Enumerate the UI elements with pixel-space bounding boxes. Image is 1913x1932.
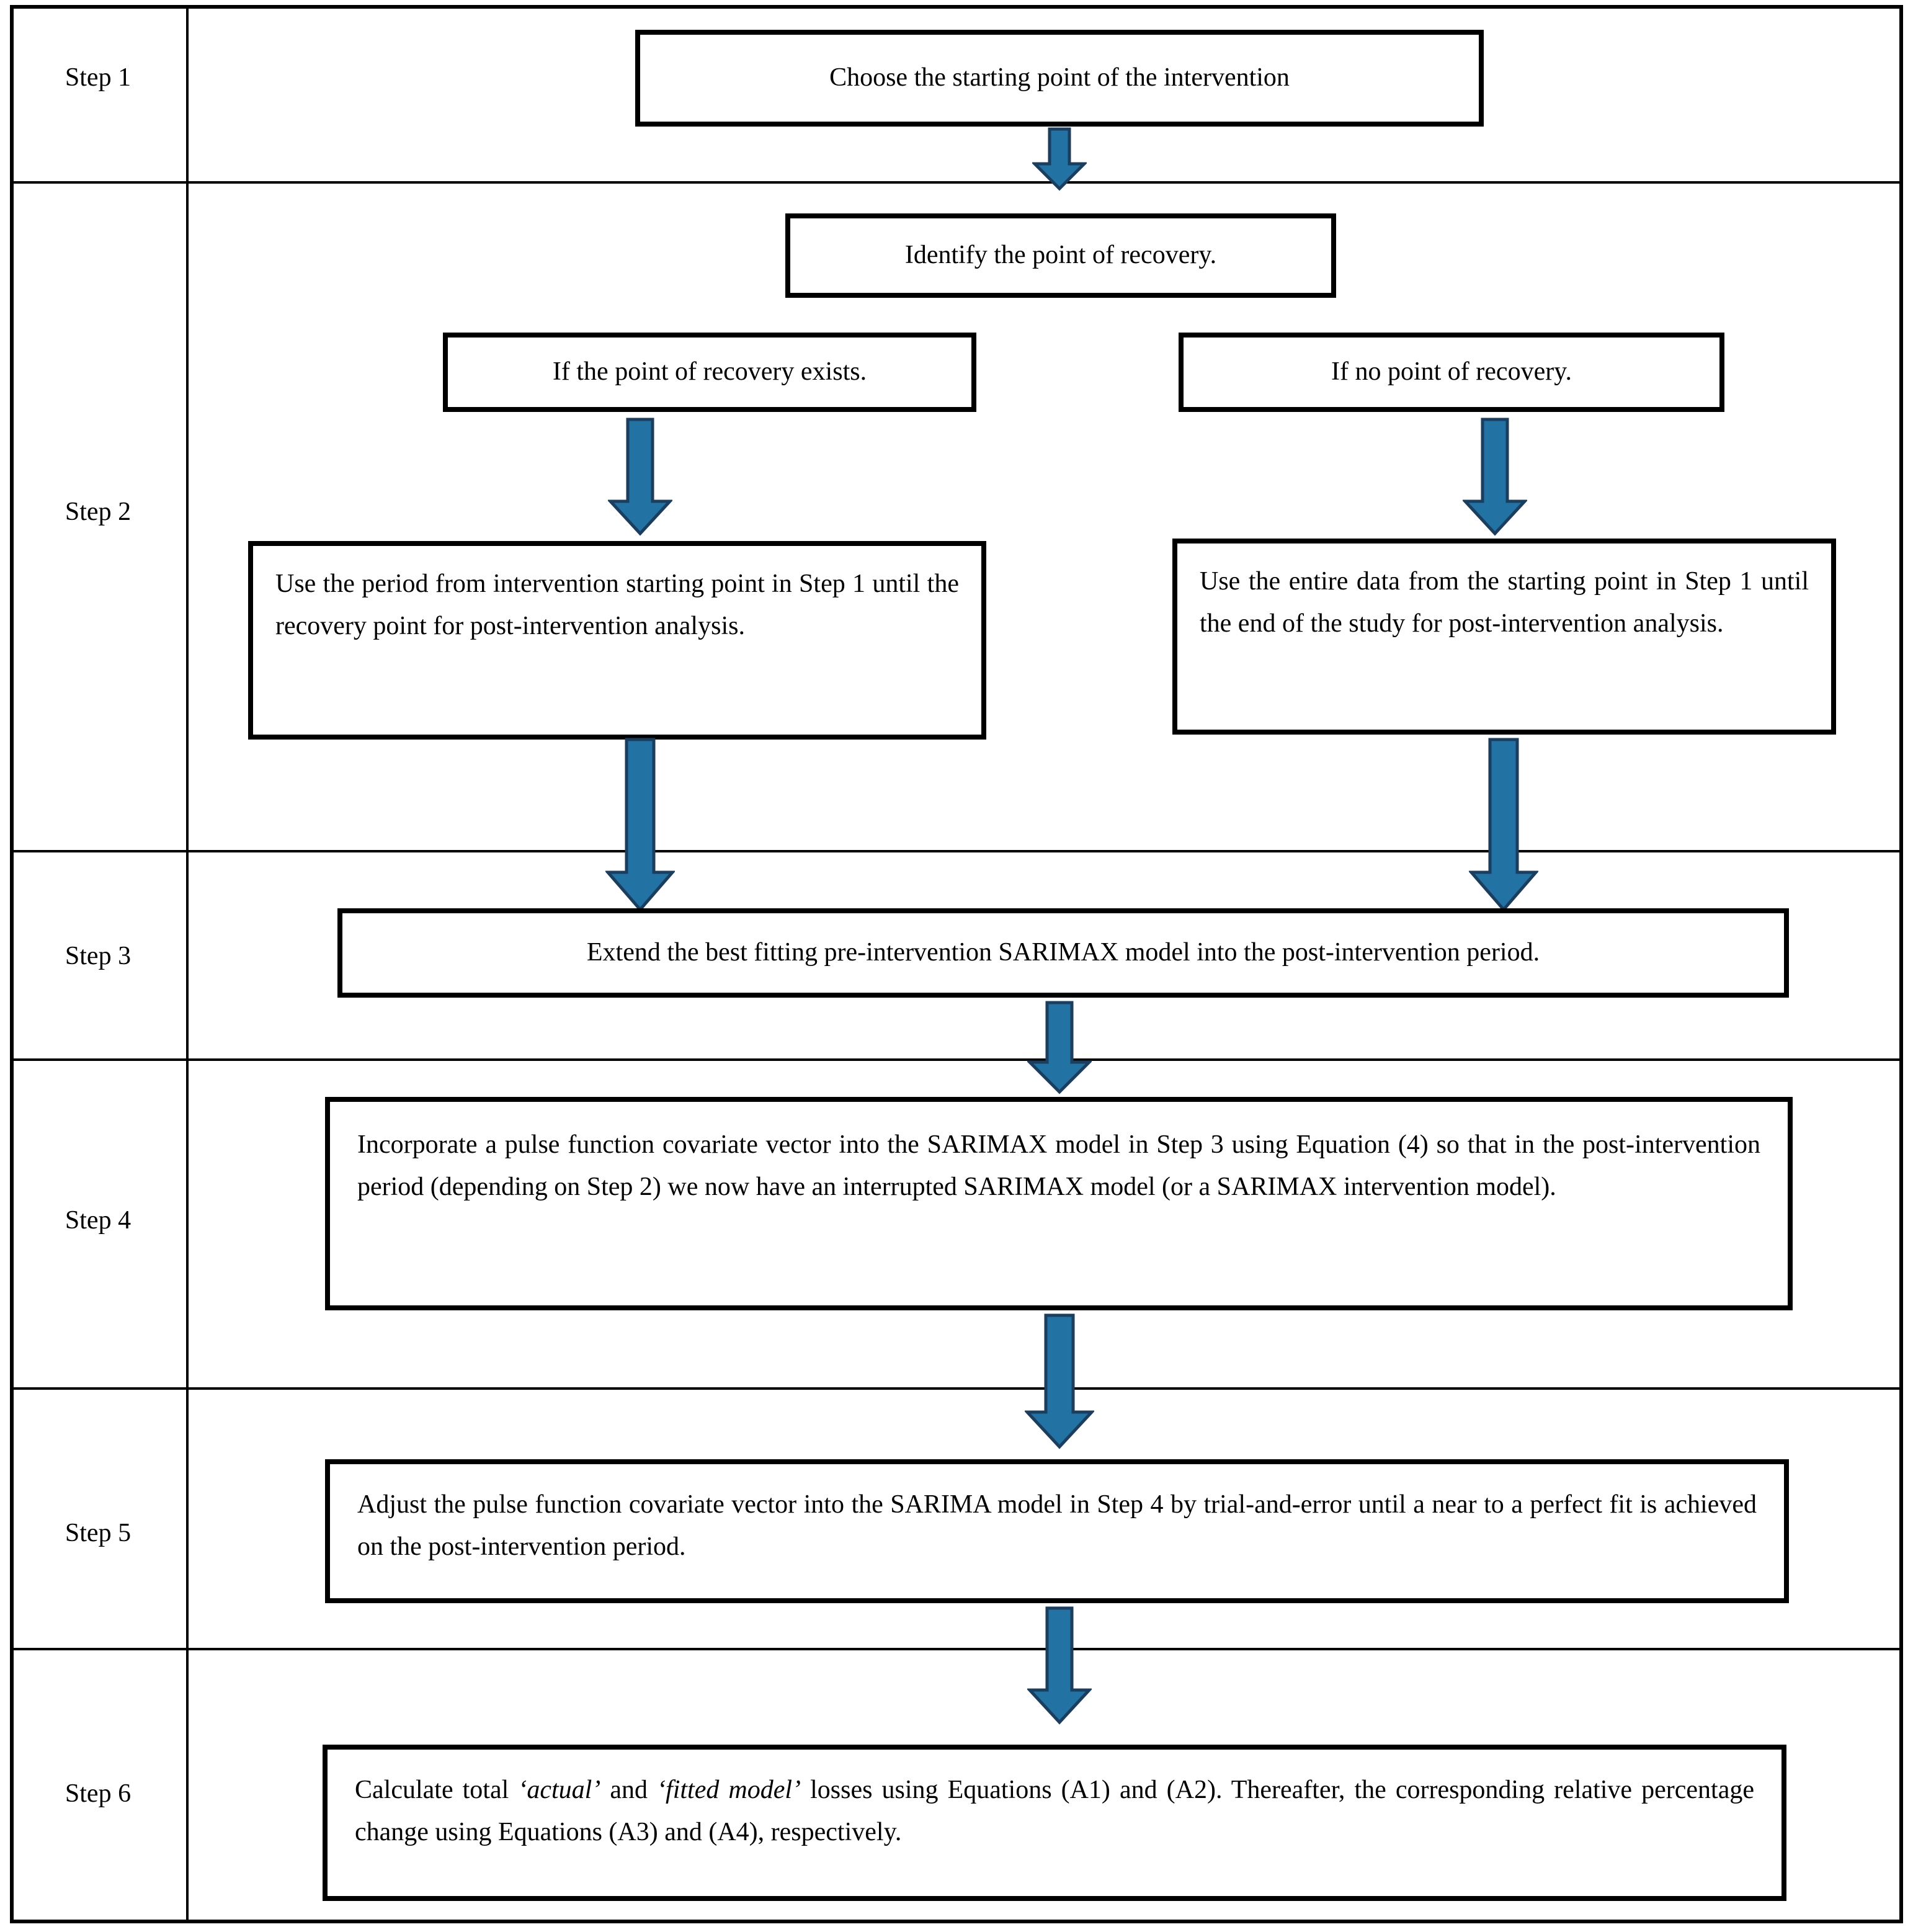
- step-label-6: Step 6: [65, 1778, 132, 1807]
- adjust-pulse-box: Adjust the pulse function covariate vector into the SARIMA model in Step 4 by trial-and-error until a near to a perfect fit is achieved on the post-intervention period.: [325, 1459, 1789, 1603]
- row-divider-2: [10, 850, 1903, 852]
- extend-sarimax-box: Extend the best fitting pre-intervention SARIMAX model into the post-intervention period.: [337, 908, 1789, 998]
- down-arrow-step5: [1027, 1606, 1092, 1725]
- down-arrow-step4: [1025, 1313, 1094, 1449]
- step-label-3: Step 3: [65, 940, 132, 970]
- step-label-4: Step 4: [65, 1204, 132, 1234]
- row-divider-1: [10, 181, 1903, 184]
- row-divider-3: [10, 1058, 1903, 1061]
- use-entire-data-box: Use the entire data from the starting point in Step 1 until the end of the study for post-intervention analysis.: [1172, 539, 1836, 735]
- step-label-2: Step 2: [65, 496, 132, 525]
- long-arrow-left: [605, 737, 675, 912]
- calculate-losses-box: Calculate total ‘actual’ and ‘fitted model’ losses using Equations (A1) and (A2). Thereafter, the corresponding relative percentage change using Equations (A3) and (A4), respectively.: [323, 1745, 1786, 1901]
- down-arrow-step1: [1032, 127, 1087, 191]
- long-arrow-right: [1469, 737, 1538, 912]
- down-arrow-branch-left: [608, 417, 672, 536]
- down-arrow-branch-right: [1463, 417, 1527, 536]
- identify-recovery-box: Identify the point of recovery.: [785, 213, 1336, 298]
- row-divider-4: [10, 1387, 1903, 1390]
- recovery-exists-box: If the point of recovery exists.: [443, 333, 976, 412]
- use-period-box: Use the period from intervention starting point in Step 1 until the recovery point for post-intervention analysis.: [248, 541, 986, 740]
- incorporate-pulse-box: Incorporate a pulse function covariate vector into the SARIMAX model in Step 3 using Equation (4) so that in the post-intervention period (depending on Step 2) we now have an interrupted SARIMAX model (or a SARIMAX intervention model).: [325, 1097, 1793, 1310]
- step-label-1: Step 1: [65, 61, 132, 91]
- row-divider-5: [10, 1648, 1903, 1650]
- step-label-5: Step 5: [65, 1517, 132, 1547]
- down-arrow-step3: [1027, 1000, 1092, 1094]
- choose-start-box: Choose the starting point of the intervention: [635, 30, 1484, 127]
- step-column-divider: [186, 5, 189, 1923]
- no-recovery-box: If no point of recovery.: [1179, 333, 1724, 412]
